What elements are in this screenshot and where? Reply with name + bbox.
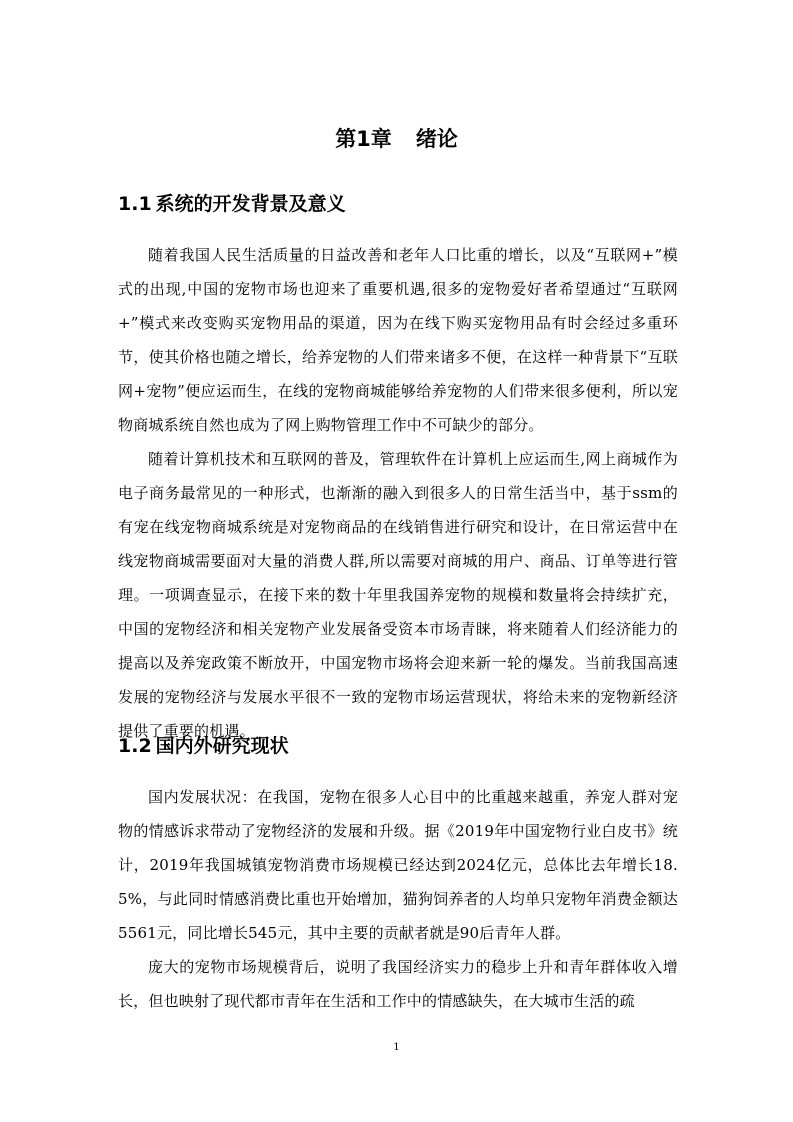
chapter-label: 第1章 [335, 127, 392, 151]
section-number: 1.2 [118, 735, 152, 757]
section-1-1 [118, 190, 678, 748]
page-number: 1 [393, 1042, 400, 1053]
section-1-2 [118, 732, 678, 1018]
section-title: 国内外研究现状 [155, 735, 289, 757]
chapter-name: 绪论 [415, 127, 458, 151]
section-heading [118, 190, 678, 218]
section-number: 1.1 [118, 193, 152, 215]
chapter-title [0, 124, 793, 154]
section-title: 系统的开发背景及意义 [155, 193, 346, 215]
paragraph: 随着我国人民生活质量的日益改善和老年人口比重的增长，以及“互联网+”模式的出现,中国的宠物市场也迎来了重要机遇,很多的宠物爱好者希望通过“互联网+”模式来改变购买宠物用品的渠道，因为在线下购买宠物用品有时会经过多重环节，使其价格也随之增长，给养宠物的人们带来诸多不便，在这样一种背景下“互联网+宠物”便应运而生，在线的宠物商城能够给养宠物的人们带来很多便利，所以宠物商城系统自然也成为了网上购物管理工作中不可缺少的部分。 [118, 246, 678, 434]
paragraph: 国内发展状况：在我国，宠物在很多人心目中的比重越来越重，养宠人群对宠物的情感诉求带动了宠物经济的发展和升级。据《2019年中国宠物行业白皮书》统计，2019年我国城镇宠物消费市场规模已经达到2024亿元，总体比去年增长18.5%，与此同时情感消费比重也开始增加，猫狗饲养者的人均单只宠物年消费金额达5561元，同比增长545元，其中主要的贡献者就是90后青年人群。 [118, 788, 678, 942]
section-heading [118, 732, 678, 760]
paragraph: 庞大的宠物市场规模背后，说明了我国经济实力的稳步上升和青年群体收入增长，但也映射了现代都市青年在生活和工作中的情感缺失，在大城市生活的疏 [118, 958, 678, 1010]
paragraph: 随着计算机技术和互联网的普及，管理软件在计算机上应运而生,网上商城作为电子商务最常见的一种形式，也渐渐的融入到很多人的日常生活当中，基于ssm的有宠在线宠物商城系统是对宠物商品的在线销售进行研究和设计，在日常运营中在线宠物商城需要面对大量的消费人群,所以需要对商城的用户、商品、订单等进行管理。一项调查显示，在接下来的数十年里我国养宠物的规模和数量将会持续扩充，中国的宠物经济和相关宠物产业发展备受资本市场青睐，将来随着人们经济能力的提高以及养宠政策不断放开，中国宠物市场将会迎来新一轮的爆发。当前我国高速发展的宠物经济与发展水平很不一致的宠物市场运营现状，将给未来的宠物新经济提供了重要的机遇。 [118, 450, 678, 740]
